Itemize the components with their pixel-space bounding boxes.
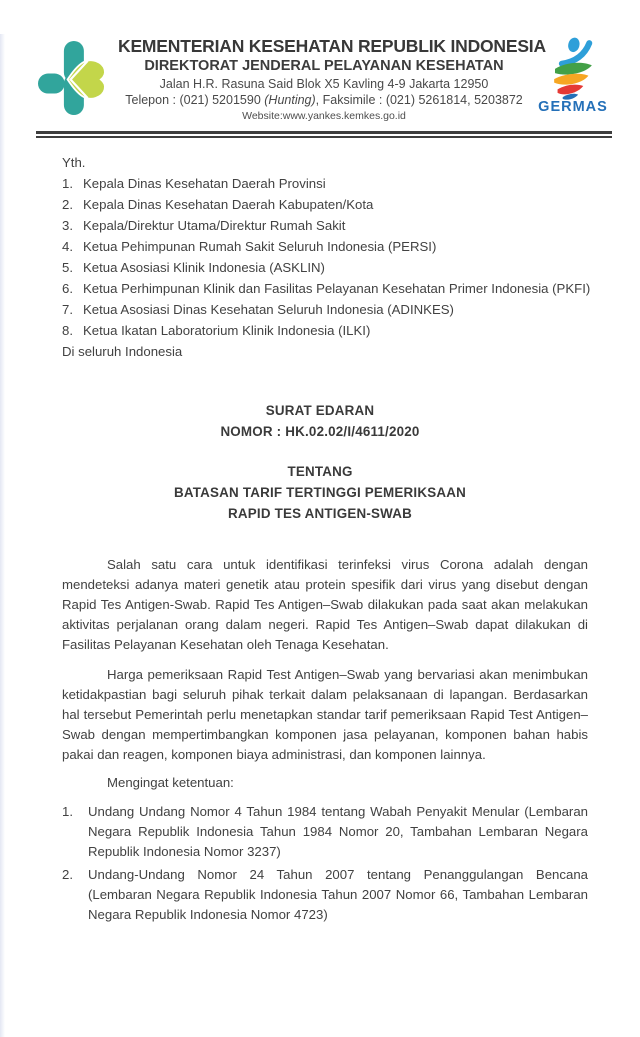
phone-prefix: Telepon : (021) 5201590: [125, 93, 265, 107]
letterhead-text: [118, 36, 546, 122]
recipient-text: Ketua Pehimpunan Rumah Sakit Seluruh Indonesia (PERSI): [83, 239, 437, 254]
letterhead: [36, 34, 612, 124]
recipient-number: 3.: [62, 218, 73, 233]
recipient-text: Kepala/Direktur Utama/Direktur Rumah Sakit: [83, 218, 346, 233]
paragraph-2: Harga pemeriksaan Rapid Test Antigen–Swab yang bervariasi akan menimbukan ketidakpastian bagi seluruh pihak terkait dalam pelaksanaan di lapangan. Berdasarkan hal tersebut Pemerintah perlu menetapkan standar tarif pemeriksaan Rapid Test Antigen–Swab dengan mempertimbangkan komponen jasa pelayanan, komponen bahan habis pakai dan reagen, komponen biaya administrasi, dan komponen lainnya.: [62, 667, 588, 762]
subject-line1: BATASAN TARIF TERTINGGI PEMERIKSAAN: [174, 485, 466, 500]
phone-line: [118, 93, 530, 107]
consideration-number: 2.: [62, 867, 73, 882]
recipient-number: 4.: [62, 239, 73, 254]
recipient-item: [62, 236, 600, 257]
letter-page: [0, 34, 640, 925]
recipient-text: Ketua Perhimpunan Klinik dan Fasilitas Pelayanan Kesehatan Primer Indonesia (PKFI): [83, 281, 591, 296]
about-label: TENTANG: [287, 464, 353, 479]
doc-type: SURAT EDARAN: [265, 403, 375, 418]
salutation: Yth.: [62, 155, 86, 170]
recipient-item: [62, 173, 600, 194]
considering-intro: Mengingat ketentuan:: [107, 775, 234, 790]
recipient-text: Ketua Asosiasi Dinas Kesehatan Seluruh Indonesia (ADINKES): [83, 302, 454, 317]
recipient-number: 7.: [62, 302, 73, 317]
recipient-number: 2.: [62, 197, 73, 212]
phone-suffix: , Faksimile : (021) 5261814, 5203872: [315, 93, 523, 107]
recipient-item: [62, 194, 600, 215]
recipient-item: [62, 299, 600, 320]
consideration-item: [62, 865, 588, 925]
recipient-text: Ketua Asosiasi Klinik Indonesia (ASKLIN): [83, 260, 325, 275]
recipient-item: [62, 215, 600, 236]
title-block: [0, 400, 640, 524]
recipients-closing: Di seluruh Indonesia: [62, 344, 183, 359]
recipient-number: 6.: [62, 281, 73, 296]
subject-line2: RAPID TES ANTIGEN-SWAB: [228, 506, 412, 521]
recipient-text: Kepala Dinas Kesehatan Daerah Provinsi: [83, 176, 326, 191]
recipient-text: Ketua Ikatan Laboratorium Klinik Indonesia (ILKI): [83, 323, 371, 338]
letterhead-divider: [36, 131, 612, 138]
directorate-name: DIREKTORAT JENDERAL PELAYANAN KESEHATAN: [144, 58, 504, 74]
germas-label: GERMAS: [538, 99, 608, 115]
consideration-number: 1.: [62, 804, 73, 819]
consideration-text: Undang Undang Nomor 4 Tahun 1984 tentang Wabah Penyakit Menular (Lembaran Negara Republik Indonesia Tahun 1984 Nomor 20, Tambahan Lembaran Negara Republik Indonesia Nomor 3237): [88, 804, 588, 859]
doc-number: NOMOR : HK.02.02/I/4611/2020: [220, 424, 420, 439]
recipient-number: 8.: [62, 323, 73, 338]
recipient-item: [62, 320, 600, 341]
address-line: Jalan H.R. Rasuna Said Blok X5 Kavling 4-9 Jakarta 12950: [159, 77, 489, 91]
recipient-item: [62, 278, 600, 299]
ministry-name: KEMENTERIAN KESEHATAN REPUBLIK INDONESIA: [118, 36, 546, 56]
paragraph-1: Salah satu cara untuk identifikasi terinfeksi virus Corona adalah dengan mendeteksi adanya materi genetik atau protein spesifik dari virus yang disebut dengan Rapid Tes Antigen-Swab. Rapid Tes Antigen–Swab dilakukan pada saat akan melakukan aktivitas perjalanan orang dalam negeri. Rapid Tes Antigen–Swab dapat dilakukan di Fasilitas Pelayanan Kesehatan oleh Tenaga Kesehatan.: [62, 557, 588, 652]
recipient-item: [62, 257, 600, 278]
recipients-block: [62, 152, 600, 362]
recipient-number: 5.: [62, 260, 73, 275]
kemenkes-logo-icon: [38, 36, 112, 120]
title-gap: [0, 442, 640, 461]
phone-hunting: (Hunting): [264, 93, 316, 107]
website-line: Website:www.yankes.kemkes.go.id: [242, 110, 406, 122]
consideration-item: [62, 802, 588, 862]
recipient-text: Kepala Dinas Kesehatan Daerah Kabupaten/Kota: [83, 197, 374, 212]
consideration-text: Undang-Undang Nomor 24 Tahun 2007 tentang Penanggulangan Bencana (Lembaran Negara Republik Indonesia Tahun 2007 Nomor 66, Tambahan Lembaran Negara Republik Indonesia Nomor 4723): [88, 867, 588, 922]
recipient-number: 1.: [62, 176, 73, 191]
germas-figure-icon: [543, 36, 603, 100]
germas-logo: [534, 36, 612, 115]
considerations-list: [62, 802, 588, 925]
